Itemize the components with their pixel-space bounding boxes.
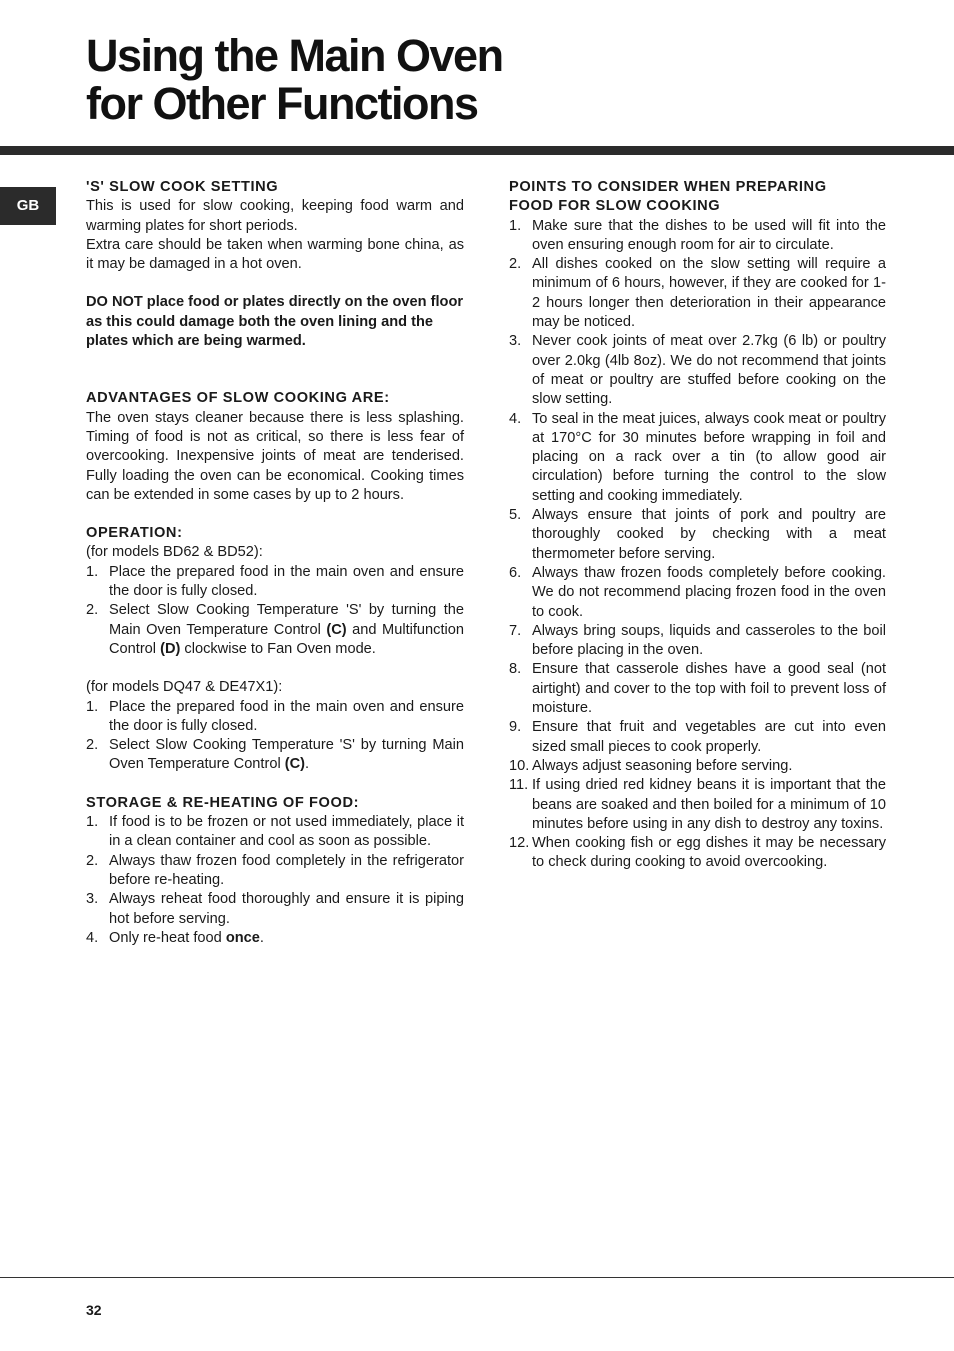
page-number: 32	[86, 1302, 102, 1318]
list-item: 10. Always adjust seasoning before serving.	[509, 757, 793, 774]
operation-models-b: (for models DQ47 & DE47X1):	[86, 679, 283, 696]
header-rule	[0, 146, 954, 155]
storage-list	[86, 813, 464, 948]
advantages-heading: ADVANTAGES OF SLOW COOKING ARE:	[86, 390, 390, 407]
list-item: 2. Always thaw frozen food completely in the refrigerator before re-heating.	[86, 852, 464, 888]
list-item: 1. Make sure that the dishes to be used will fit into the oven ensuring enough room for air to circulate.	[509, 217, 886, 253]
points-heading-line-1: POINTS TO CONSIDER WHEN PREPARING	[509, 179, 827, 195]
operation-heading: OPERATION:	[86, 525, 183, 542]
list-item: 3. Always reheat food thoroughly and ensure it is piping hot before serving.	[86, 891, 464, 927]
left-column	[86, 178, 464, 948]
list-item: 12. When cooking fish or egg dishes it may be necessary to check during cooking to avoid overcooking.	[509, 835, 886, 871]
page-title-line-1: Using the Main Oven	[86, 30, 503, 81]
page-title	[86, 32, 503, 128]
list-item: 1. If food is to be frozen or not used immediately, place it in a clean container and cool as soon as possible.	[86, 814, 464, 850]
list-item: 1. Place the prepared food in the main oven and ensure the door is fully closed.	[86, 698, 464, 734]
operation-list-b	[86, 698, 464, 775]
list-item: 9. Ensure that fruit and vegetables are cut into even sized small pieces to cook properly.	[509, 719, 886, 755]
list-item: 2. All dishes cooked on the slow setting will require a minimum of 6 hours, however, if they are cooked for 1-2 hours longer then deterioration in their appearance may be noticed.	[509, 256, 886, 331]
language-tab: GB	[0, 187, 56, 225]
operation-list-a	[86, 563, 464, 659]
slow-cook-paragraph-2: Extra care should be taken when warming bone china, as it may be damaged in a hot oven.	[86, 236, 464, 273]
list-item: 6. Always thaw frozen foods completely before cooking. We do not recommend placing frozen food in the oven to cook.	[509, 564, 886, 620]
points-heading-line-2: FOOD FOR SLOW COOKING	[509, 198, 721, 215]
list-item: 11. If using dried red kidney beans it is important that the beans are soaked and then boiled for a minimum of 10 minutes before using in any dish to destroy any toxins.	[509, 777, 886, 832]
footer-rule	[0, 1277, 954, 1278]
points-list	[509, 217, 886, 873]
advantages-text: The oven stays cleaner because there is less splashing. Timing of food is not as critical, so there is less fear of overcooking. Inexpensive joints of meat are tenderised. Fully loading the oven can be economical. Cooking times can be extended in some cases by up to 2 hours.	[86, 409, 464, 503]
list-item: 4. Only re-heat food once.	[86, 929, 264, 946]
page-title-line-2: for Other Functions	[86, 78, 478, 129]
storage-heading: STORAGE & RE-HEATING OF FOOD:	[86, 794, 360, 811]
slow-cook-heading: 'S' SLOW COOK SETTING	[86, 179, 279, 195]
list-item: 2. Select Slow Cooking Temperature 'S' by turning the Main Oven Temperature Control (C) and Multifunction Control (D) clockwise to Fan Oven mode.	[86, 602, 464, 657]
list-item: 7. Always bring soups, liquids and casseroles to the boil before placing in the oven.	[509, 622, 886, 659]
right-column	[509, 178, 886, 873]
operation-models-a: (for models BD62 & BD52):	[86, 544, 263, 561]
list-item: 2. Select Slow Cooking Temperature 'S' by turning Main Oven Temperature Control (C).	[86, 737, 464, 773]
list-item: 4. To seal in the meat juices, always cook meat or poultry at 170°C for 30 minutes before wrapping in foil and placing on a rack over a tin (to allow good air circulation) before turning the control to the slow setting and cooking immediately.	[509, 410, 886, 504]
slow-cook-warning: DO NOT place food or plates directly on the oven floor as this could damage both the oven lining and the plates which are being warmed.	[86, 294, 464, 350]
list-item: 3. Never cook joints of meat over 2.7kg (6 lb) or poultry over 2.0kg (4lb 8oz). We do not recommend that joints of meat or poultry are stuffed before cooking on the slow setting.	[509, 333, 886, 408]
list-item: 5. Always ensure that joints of pork and poultry are thoroughly cooked by checking with a meat thermometer before serving.	[509, 507, 886, 562]
list-item: 8. Ensure that casserole dishes have a good seal (not airtight) and cover to the top with foil to prevent loss of moisture.	[509, 661, 886, 717]
slow-cook-paragraph-1: This is used for slow cooking, keeping food warm and warming plates for short periods.	[86, 198, 464, 234]
list-item: 1. Place the prepared food in the main oven and ensure the door is fully closed.	[86, 563, 464, 600]
